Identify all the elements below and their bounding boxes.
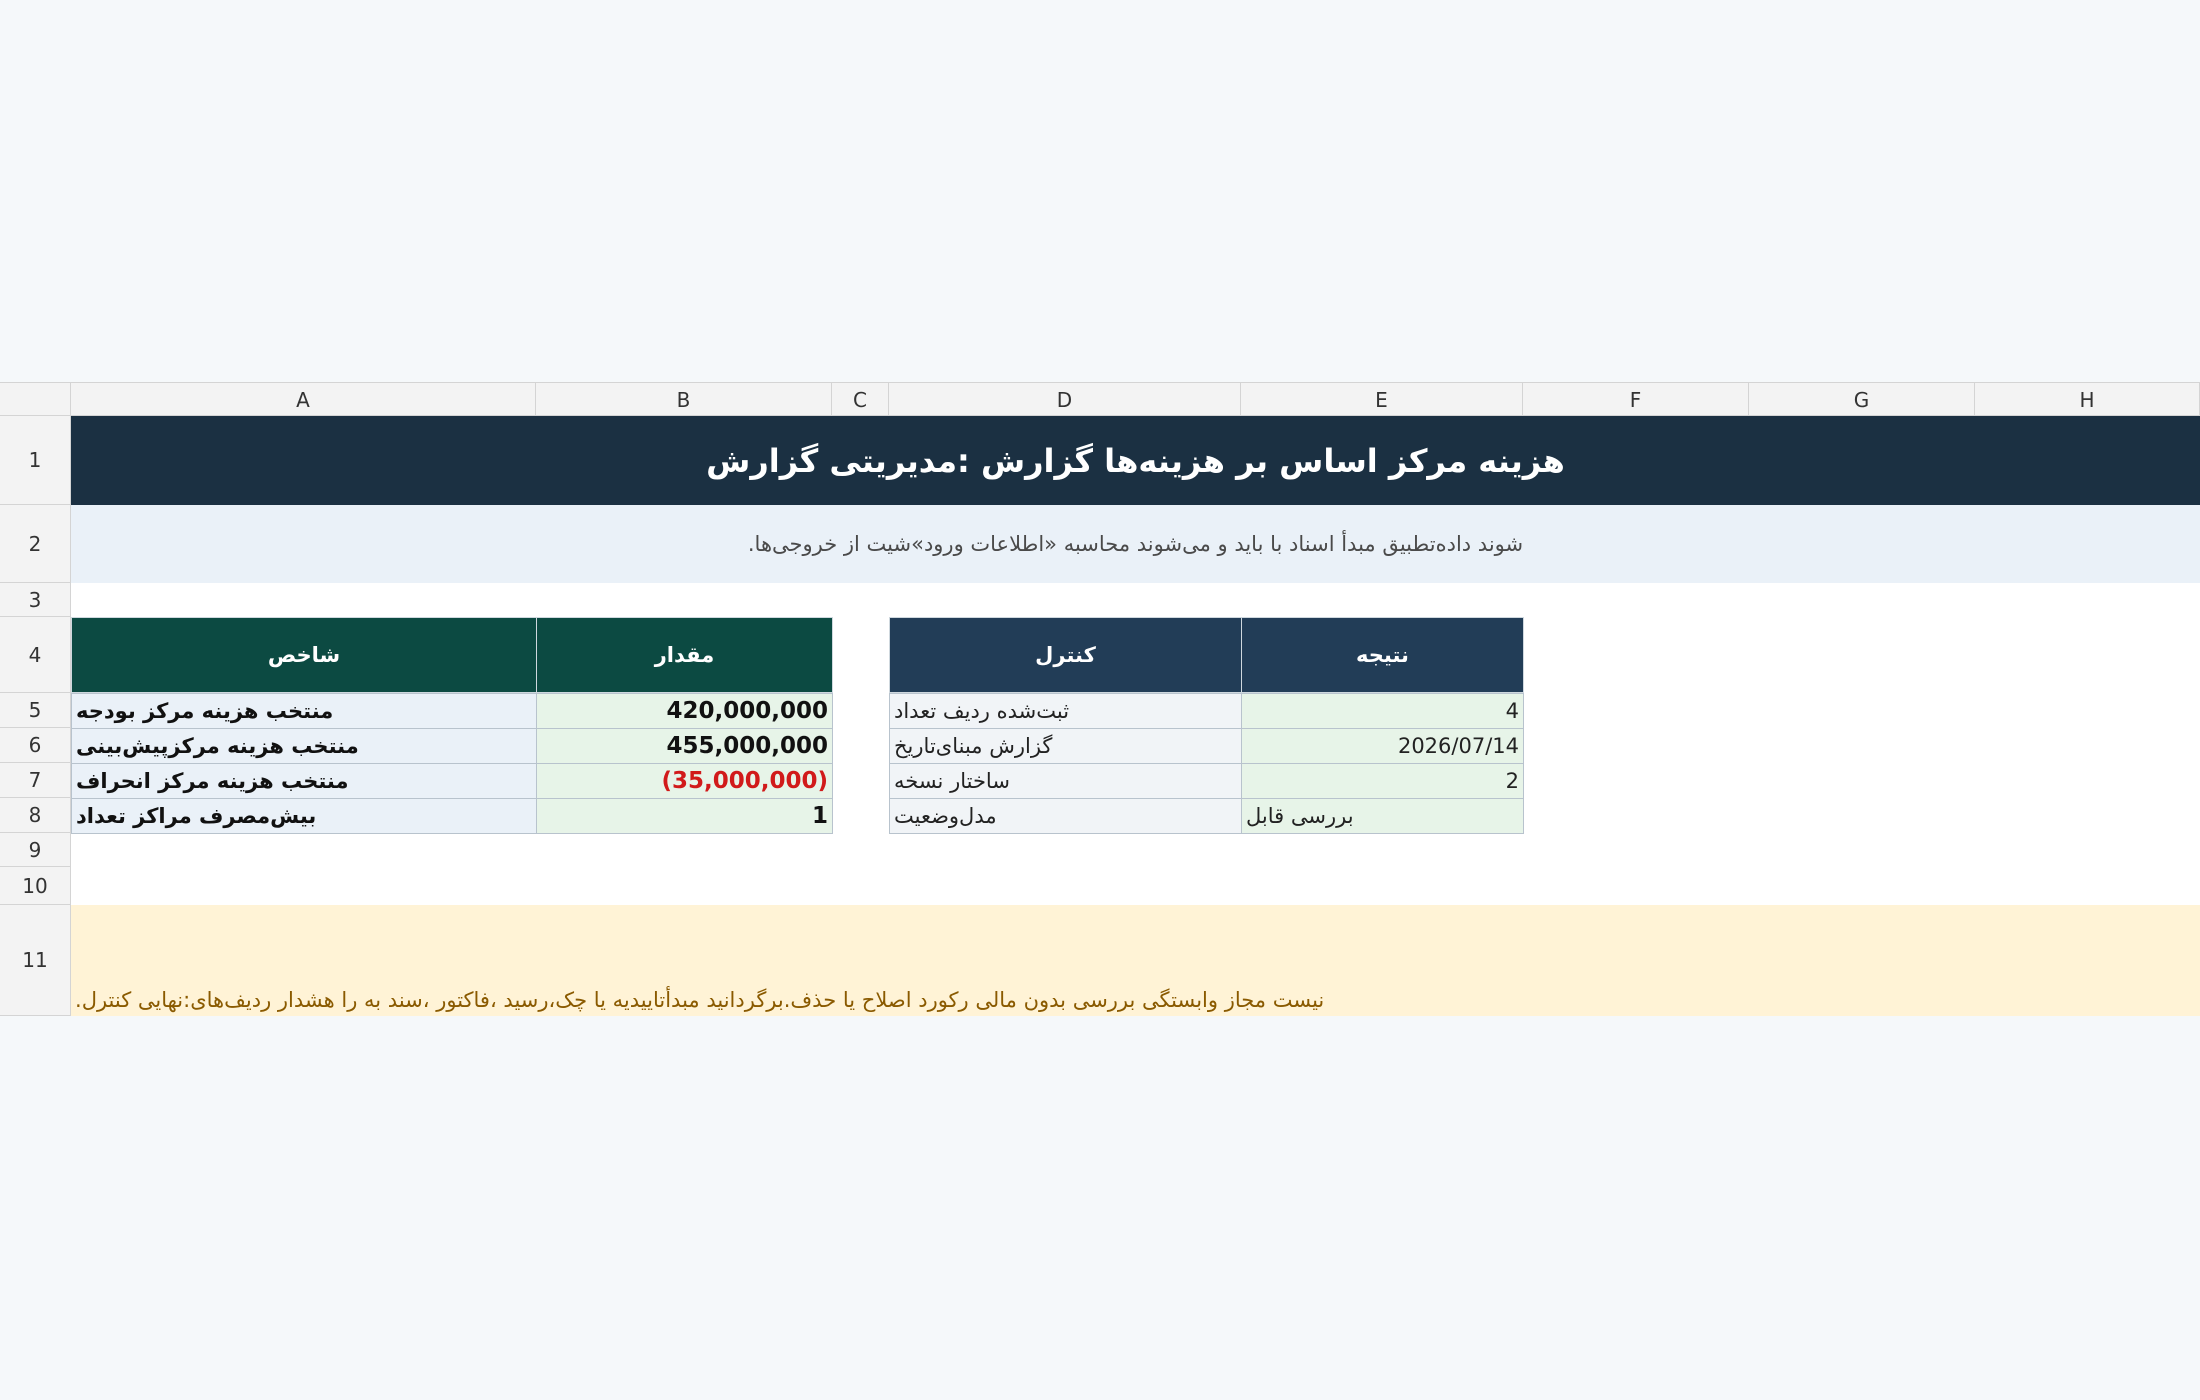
row-header-8[interactable]: 8	[0, 798, 71, 833]
column-header-e[interactable]: E	[1241, 382, 1523, 416]
kpi-value-forecast[interactable]: 455,000,000	[536, 728, 833, 764]
kpi-label-budget[interactable]: منتخب هزینه مرکز بودجه	[71, 693, 537, 729]
control-value-version[interactable]: 2	[1241, 763, 1524, 799]
control-value-model-status[interactable]: بررسی قابل	[1241, 798, 1524, 834]
row-header-3[interactable]: 3	[0, 583, 71, 617]
kpi-header-value[interactable]: مقدار	[536, 617, 833, 693]
row-header-5[interactable]: 5	[0, 693, 71, 728]
control-label-report-date[interactable]: گزارش مبنای‌تاریخ	[889, 728, 1242, 764]
row-header-1[interactable]: 1	[0, 416, 71, 505]
row-header-2[interactable]: 2	[0, 505, 71, 583]
row-header-9[interactable]: 9	[0, 833, 71, 867]
column-header-d[interactable]: D	[889, 382, 1241, 416]
final-control-note[interactable]: .نیست مجاز وابستگی بررسی بدون مالی رکورد اصلاح یا حذف.برگردانید مبدأتاییدیه یا چک،رسید ،فاکتور ،سند به را هشدار ردیف‌های:نهایی کنترل	[71, 905, 2200, 1016]
kpi-label-variance[interactable]: منتخب هزینه مرکز انحراف	[71, 763, 537, 799]
control-label-model-status[interactable]: مدل‌وضعیت	[889, 798, 1242, 834]
row-header-11[interactable]: 11	[0, 905, 71, 1016]
control-header-value[interactable]: نتیجه	[1241, 617, 1524, 693]
control-header-label[interactable]: کنترل	[889, 617, 1242, 693]
column-header-b[interactable]: B	[536, 382, 832, 416]
select-all-corner[interactable]	[0, 382, 71, 416]
row-header-6[interactable]: 6	[0, 728, 71, 763]
column-header-f[interactable]: F	[1523, 382, 1749, 416]
column-header-c[interactable]: C	[832, 382, 889, 416]
control-label-row-count[interactable]: ثبت‌شده ردیف تعداد	[889, 693, 1242, 729]
report-subtitle[interactable]: .شوند داده‌تطبیق مبدأ اسناد با باید و می‌شوند محاسبه «اطلاعات ورود»شیت از خروجی‌ها	[71, 505, 2200, 583]
row-header-10[interactable]: 10	[0, 867, 71, 905]
kpi-value-overspend-count[interactable]: 1	[536, 798, 833, 834]
control-value-report-date[interactable]: 2026/07/14	[1241, 728, 1524, 764]
kpi-label-overspend-count[interactable]: بیش‌مصرف مراکز تعداد	[71, 798, 537, 834]
column-header-g[interactable]: G	[1749, 382, 1975, 416]
control-label-version[interactable]: ساختار نسخه	[889, 763, 1242, 799]
kpi-value-budget[interactable]: 420,000,000	[536, 693, 833, 729]
row-header-7[interactable]: 7	[0, 763, 71, 798]
kpi-label-forecast[interactable]: منتخب هزینه مرکزپیش‌بینی	[71, 728, 537, 764]
kpi-header-label[interactable]: شاخص	[71, 617, 537, 693]
row-header-4[interactable]: 4	[0, 617, 71, 693]
kpi-value-variance[interactable]: (35,000,000)	[536, 763, 833, 799]
control-value-row-count[interactable]: 4	[1241, 693, 1524, 729]
spreadsheet	[0, 382, 2200, 1016]
column-header-a[interactable]: A	[71, 382, 536, 416]
column-header-h[interactable]: H	[1975, 382, 2200, 416]
report-title[interactable]: هزینه مرکز اساس بر هزینه‌ها گزارش :مدیریتی گزارش	[71, 416, 2200, 505]
